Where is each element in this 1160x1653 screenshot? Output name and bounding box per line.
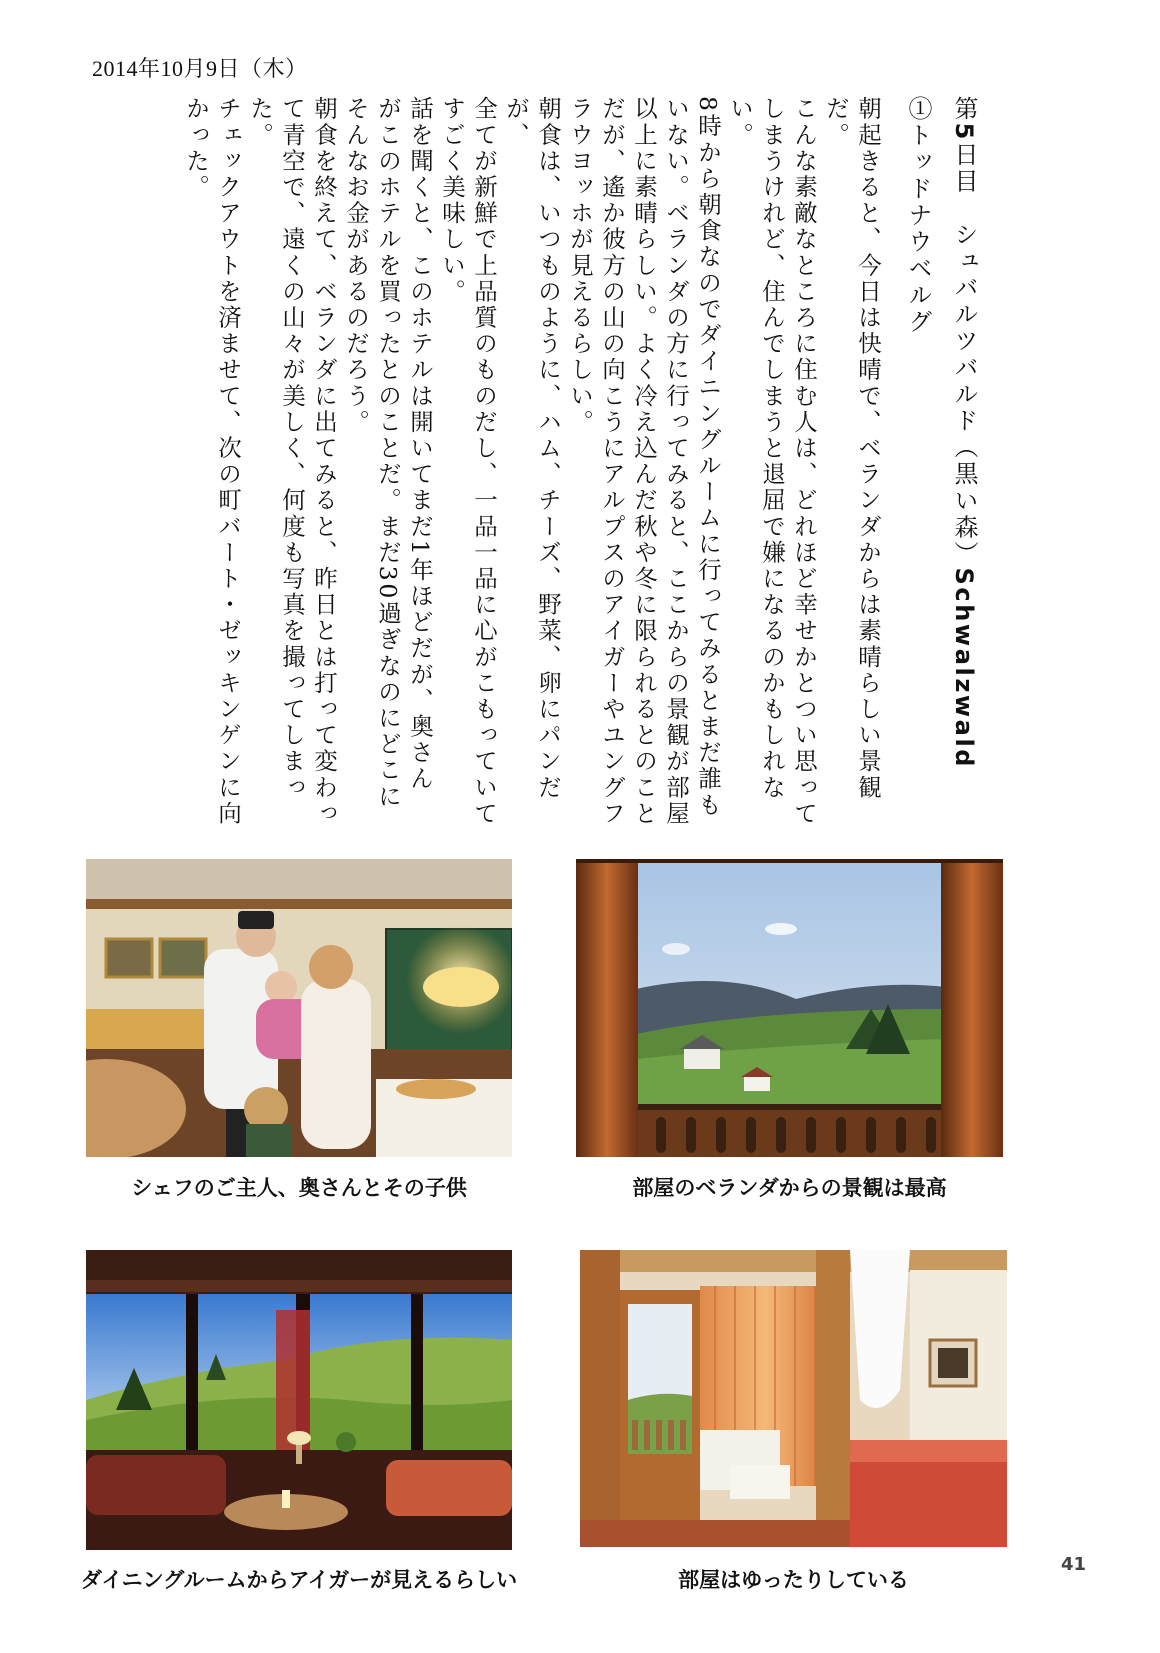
caption-photo-3: ダイニングルームからアイガーが見えるらしい xyxy=(80,1568,518,1592)
paragraph-2 xyxy=(436,96,564,836)
text-line: ラウヨッホが見えるらしい。 xyxy=(566,96,594,436)
article-text xyxy=(180,96,980,836)
page-number: 41 xyxy=(1060,1554,1086,1575)
photo-dining-room-view xyxy=(86,1250,512,1550)
text-line: しまうけれど、住んでしまうと退屈で嫌になるのかもしれない。 xyxy=(726,96,786,801)
chapter-title: 日目 シュバルツバルド（黒い森） xyxy=(950,141,978,568)
caption-photo-1: シェフのご主人、奥さんとその子供 xyxy=(131,1176,467,1200)
text-line: 以上に素晴らしい。よく冷え込んだ秋や冬に限られるとのこと xyxy=(630,96,658,827)
text-line: かった。 xyxy=(182,96,210,201)
paragraph-3 xyxy=(340,96,436,836)
text-line: 朝食を終えて、ベランダに出てみると、昨日とは打って変わっ xyxy=(310,96,338,827)
chapter-heading xyxy=(948,96,980,836)
caption-photo-4: 部屋はゆったりしている xyxy=(678,1568,909,1592)
text-line: チェックアウトを済ませて、次の町バート・ゼッキンゲンに向 xyxy=(214,96,242,827)
text-line: 話を聞くと、このホテルは開いてまだ1年ほどだが、奥さん xyxy=(406,96,434,793)
paragraph-1 xyxy=(564,96,884,836)
date-header: 2014年10月9日（木） xyxy=(92,56,308,81)
text-line: だが、遙か彼方の山の向こうにアルプスのアイガーやユングフ xyxy=(598,96,626,827)
chapter-number: 5 xyxy=(950,122,978,142)
text-line: そんなお金があるのだろう。 xyxy=(342,96,370,436)
text-line: 8時から朝食なのでダイニングルームに行ってみるとまだ誰も xyxy=(694,96,722,819)
text-line: すごく美味しい。 xyxy=(438,96,466,305)
text-line: 朝起きると、今日は快晴で、ベランダからは素晴らしい景観だ。 xyxy=(822,96,882,801)
caption-photo-2: 部屋のベランダからの景観は最高 xyxy=(632,1176,947,1200)
text-line: こんな素敵なところに住む人は、どれほど幸せかとつい思って xyxy=(790,96,818,827)
text-line: て青空で、遠くの山々が美しく、何度も写真を撮ってしまった。 xyxy=(246,96,306,801)
photo-hotel-room xyxy=(580,1250,1007,1547)
text-line: いない。ベランダの方に行ってみると、ここからの景観が部屋 xyxy=(662,96,690,827)
text-line: 全てが新鮮で上品質のものだし、一品一品に心がこもっていて xyxy=(470,96,498,827)
text-line: 朝食は、いつものように、ハム、チーズ、野菜、卵にパンだが、 xyxy=(502,96,562,801)
photo-balcony-view xyxy=(576,859,1003,1157)
text-line: がこのホテルを買ったとのことだ。まだ30過ぎなのにどこに xyxy=(374,96,402,810)
chapter-latin: Schwalzwald xyxy=(950,567,978,770)
photo-chef-family xyxy=(86,859,512,1157)
section-heading: ①トッドナウベルグ xyxy=(904,96,932,336)
chapter-prefix: 第 xyxy=(950,96,978,123)
paragraph-4 xyxy=(180,96,340,836)
